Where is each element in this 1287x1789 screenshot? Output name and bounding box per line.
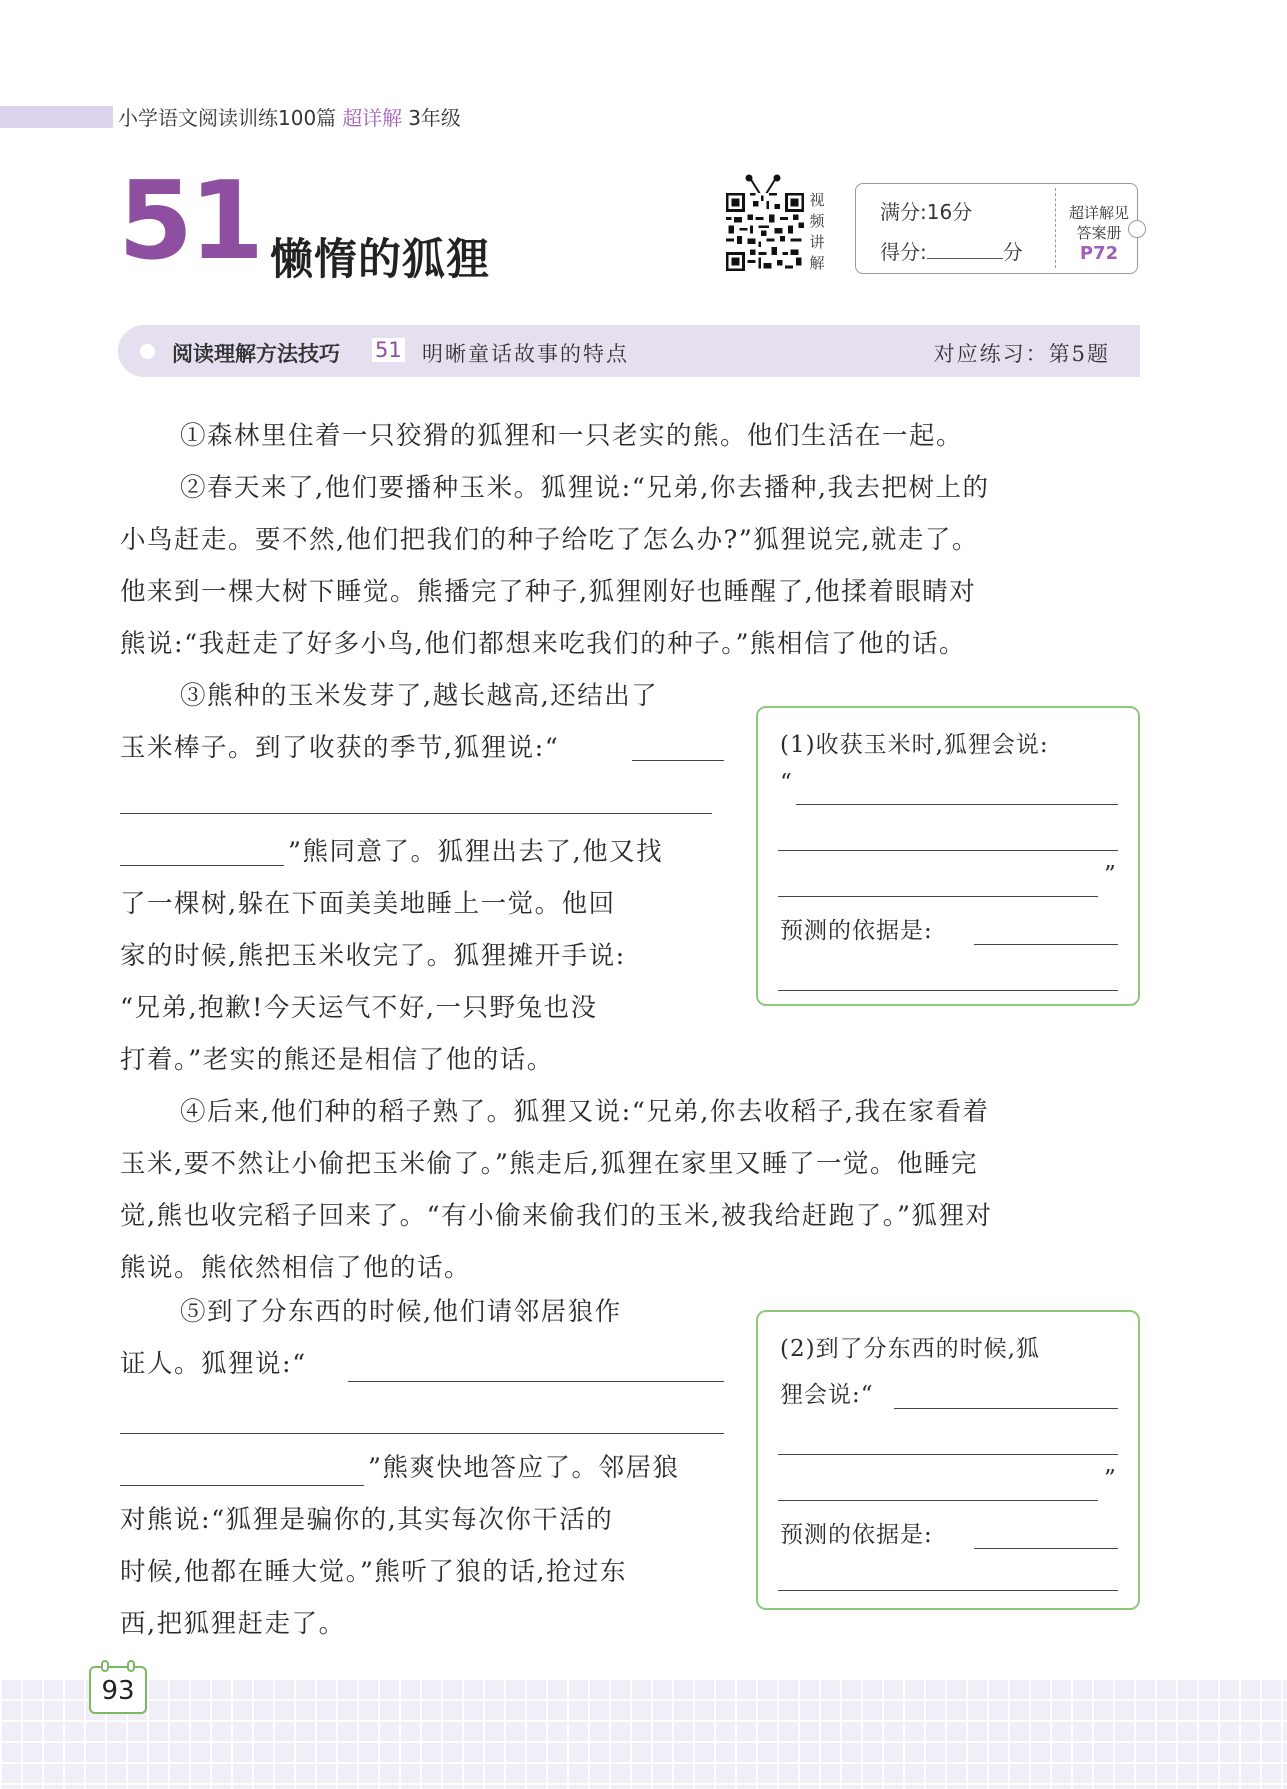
- passage-line: 时候,他都在睡大觉。”熊听了狼的话,抢过东: [120, 1557, 627, 1587]
- passage-line: 觉,熊也收完稻子回来了。“有小偷来偷我们的玉米,被我给赶跑了。”狐狸对: [120, 1201, 993, 1231]
- close-quote: ”: [1104, 862, 1117, 888]
- answer-line[interactable]: [796, 804, 1118, 805]
- answer-line[interactable]: [894, 1408, 1118, 1409]
- header-accent-bar: [0, 106, 113, 128]
- score-unit: 分: [1002, 240, 1023, 264]
- question-2-prompt: (2)到了分东西的时候,狐: [780, 1336, 1040, 1362]
- passage-line: 打着。”老实的熊还是相信了他的话。: [120, 1045, 554, 1075]
- answer-blank[interactable]: [120, 1485, 364, 1486]
- passage-line: “兄弟,抱歉!今天运气不好,一只野兔也没: [120, 993, 598, 1023]
- qr-video-label: [806, 190, 828, 274]
- basis-line[interactable]: [974, 944, 1118, 945]
- score-box: [855, 183, 1138, 274]
- score-label: 得分:: [880, 240, 927, 264]
- basis-line[interactable]: [778, 990, 1118, 991]
- question-2-prompt-cont: 狸会说:“: [780, 1382, 874, 1408]
- passage-line: 他来到一棵大树下睡觉。熊播完了种子,狐狸刚好也睡醒了,他揉着眼睛对: [120, 577, 977, 607]
- qr-label-char: 视: [809, 191, 825, 209]
- footer-grid: [0, 1678, 1287, 1789]
- qr-label-char: 解: [809, 254, 825, 272]
- answer-line[interactable]: [778, 850, 1118, 851]
- question-1-prompt: (1)收获玉米时,狐狸会说:: [780, 732, 1049, 758]
- passage-line: 了一棵树,躲在下面美美地睡上一觉。他回: [120, 889, 616, 919]
- answer-blank[interactable]: [120, 813, 712, 814]
- book-accent: 超详解: [342, 106, 403, 130]
- basis-line[interactable]: [778, 1590, 1118, 1591]
- method-number: 51: [372, 338, 405, 362]
- method-label: 阅读理解方法技巧: [172, 342, 340, 366]
- passage-line: 玉米,要不然让小偷把玉米偷了。”熊走后,狐狸在家里又睡了一觉。他睡完: [120, 1149, 978, 1179]
- passage-line: ”熊同意了。狐狸出去了,他又找: [288, 837, 664, 867]
- qr-label-char: 频: [809, 212, 825, 230]
- passage-line: 熊说。熊依然相信了他的话。: [120, 1253, 472, 1283]
- answer-blank[interactable]: [348, 1381, 724, 1382]
- full-score: 满分:16分: [880, 200, 973, 224]
- passage-line: 小鸟赶走。要不然,他们把我们的种子给吃了怎么办?”狐狸说完,就走了。: [120, 525, 979, 555]
- method-banner: [118, 325, 1140, 377]
- lesson-number: 51: [118, 159, 261, 284]
- answer-line[interactable]: [778, 896, 1098, 897]
- answer-line[interactable]: [778, 1500, 1098, 1501]
- answer-line[interactable]: [778, 1454, 1118, 1455]
- open-quote: “: [780, 770, 793, 796]
- answer-blank[interactable]: [120, 1433, 724, 1434]
- bullet-dot-icon: [140, 344, 155, 359]
- passage-line: ②春天来了,他们要播种玉米。狐狸说:“兄弟,你去播种,我去把树上的: [180, 473, 990, 503]
- passage-line: ⑤到了分东西的时候,他们请邻居狼作: [180, 1297, 622, 1327]
- grade-label: 3年级: [408, 106, 461, 130]
- answer-page: P72: [1079, 243, 1119, 264]
- passage-line: 对熊说:“狐狸是骗你的,其实每次你干活的: [120, 1505, 614, 1535]
- tab-notch: [1128, 220, 1146, 238]
- book-header: [118, 102, 461, 131]
- passage-line: 家的时候,熊把玉米收完了。狐狸摊开手说:: [120, 941, 626, 971]
- practice-ref: 对应练习：第5题: [933, 342, 1110, 366]
- method-topic: 明晰童话故事的特点: [422, 342, 629, 366]
- page-number-badge: [89, 1666, 147, 1714]
- score-divider: [1055, 188, 1056, 268]
- book-title: 小学语文阅读训练100篇: [118, 106, 337, 130]
- question-box-1: [756, 706, 1140, 1006]
- basis-label: 预测的依据是:: [780, 1522, 933, 1548]
- passage-line: 玉米棒子。到了收获的季节,狐狸说:“: [120, 733, 560, 763]
- passage-line: 西,把狐狸赶走了。: [120, 1609, 346, 1639]
- score-field: [880, 236, 1023, 265]
- passage-line: ④后来,他们种的稻子熟了。狐狸又说:“兄弟,你去收稻子,我在家看着: [180, 1097, 990, 1127]
- passage-line: 熊说:“我赶走了好多小鸟,他们都想来吃我们的种子。”熊相信了他的话。: [120, 629, 967, 659]
- passage-line: ①森林里住着一只狡猾的狐狸和一只老实的熊。他们生活在一起。: [180, 421, 964, 451]
- answer-ref-line1: 超详解见: [1068, 204, 1129, 222]
- basis-label: 预测的依据是:: [780, 918, 933, 944]
- passage-line: 证人。狐狸说:“: [120, 1349, 307, 1379]
- page-number: 93: [101, 1676, 135, 1706]
- qr-label-char: 讲: [809, 233, 825, 251]
- basis-line[interactable]: [974, 1548, 1118, 1549]
- passage-line: ③熊种的玉米发芽了,越长越高,还结出了: [180, 681, 659, 711]
- calendar-ring-icon: [127, 1660, 135, 1672]
- lesson-title: 懒惰的狐狸: [270, 235, 490, 285]
- score-input[interactable]: [927, 240, 1003, 259]
- answer-blank[interactable]: [120, 865, 284, 866]
- passage-line: ”熊爽快地答应了。邻居狼: [368, 1453, 680, 1483]
- qr-code-icon[interactable]: [726, 192, 804, 272]
- answer-blank[interactable]: [632, 760, 724, 761]
- answer-ref-line2: 答案册: [1076, 224, 1122, 242]
- close-quote: ”: [1104, 1466, 1117, 1492]
- question-box-2: [756, 1310, 1140, 1610]
- calendar-ring-icon: [101, 1660, 109, 1672]
